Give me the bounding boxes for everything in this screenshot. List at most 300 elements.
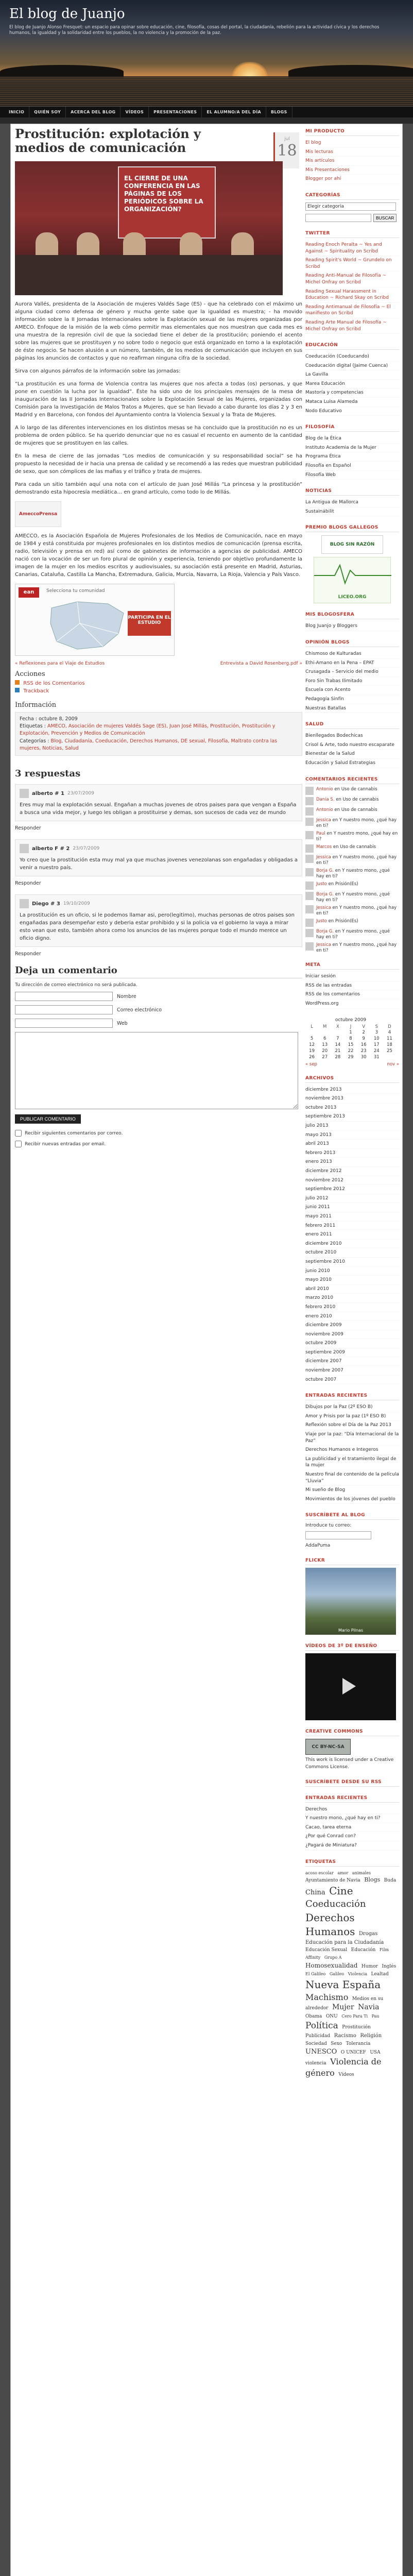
recent-comment-post[interactable]: en Y nuestro mono, ¿qué hay en ti? (316, 831, 398, 842)
widget-heading: TWITTER (305, 229, 399, 238)
comment-author-name: Diego # 3 (32, 901, 60, 907)
archive-link[interactable]: noviembre 2013 (305, 1094, 399, 1104)
recent-comment-item[interactable] (305, 919, 399, 927)
calendar-day (331, 1029, 344, 1036)
calendar-day[interactable]: 21 (335, 1048, 341, 1054)
tag-link[interactable]: Publicidad (305, 2033, 331, 2039)
tag-link[interactable]: Sociedad (305, 2041, 327, 2046)
sidebar-link[interactable]: Y nuestro mono, ¿qué hay en ti? (305, 1814, 399, 1823)
tag-link[interactable]: O UNICEF (340, 2049, 366, 2055)
sidebar-link[interactable]: ¿Por qué Conrad con? (305, 1832, 399, 1841)
nav-item-blogs[interactable]: BLOGS (266, 107, 292, 118)
latest-post-link[interactable]: La publicidad y el tratamiento ilegal de la mujer (305, 1455, 399, 1470)
recent-comment-item[interactable] (305, 929, 399, 940)
archive-link[interactable]: octubre 2009 (305, 1339, 399, 1348)
search-input[interactable] (305, 214, 371, 222)
archive-link[interactable]: diciembre 2007 (305, 1357, 399, 1366)
archive-link[interactable]: enero 2010 (305, 1312, 399, 1321)
tag-link[interactable]: Machismo (305, 1992, 349, 2002)
widget-list (305, 732, 399, 768)
recent-comment-text (316, 919, 358, 924)
sidebar-link[interactable]: Coeducación (Coeducando) (305, 352, 399, 362)
tag-link[interactable]: Medios en su alrededor (305, 1996, 384, 2011)
info-cats[interactable]: Blog, Ciudadanía, Coeducación, Derechos Humanos, DE sexual, Filosofía, Maltrato contra las mujeres, Noticias, Salud (20, 738, 278, 751)
tag-link[interactable]: Homosexualidad (305, 1962, 358, 1970)
sidebar-link[interactable]: Iniciar sesión (305, 972, 399, 981)
sidebar-link[interactable]: ¿Pagará de Miniatura? (305, 1841, 399, 1851)
calendar-day[interactable]: 16 (360, 1042, 367, 1047)
email-input[interactable] (15, 1005, 113, 1014)
sidebar-link[interactable]: WordPress.org (305, 999, 399, 1009)
sidebar-link[interactable]: Instituto Academia de la Mujer (305, 444, 399, 453)
archive-link[interactable]: enero 2013 (305, 1158, 399, 1167)
calendar-day[interactable]: 26 (309, 1054, 315, 1060)
widget-subscribe (305, 1511, 399, 1549)
post-paragraph: En la mesa de cierre de las jornadas “Los medios de comunicación y su responsabilidad social” se ha propuesto la necesidad de ir hacia una prensa de calidad y se recomendó a las redes que muestran publicidad de sexo, que son cómplices de las mafias y el tráfico y trata de mujeres. (15, 453, 302, 474)
calendar-prev-link[interactable]: « sep (305, 1061, 317, 1067)
archive-link[interactable]: septiembre 2009 (305, 1348, 399, 1358)
archive-link[interactable]: julio 2012 (305, 1194, 399, 1204)
main-nav (0, 106, 413, 117)
sidebar-link[interactable]: Coeducación digital (Jaime Cuenca) (305, 362, 399, 371)
calendar-day[interactable]: 7 (336, 1036, 339, 1041)
archive-link[interactable]: noviembre 2009 (305, 1330, 399, 1340)
recent-comment-text (316, 929, 399, 940)
calendar-day[interactable]: 19 (309, 1048, 315, 1054)
tag-link[interactable]: Film (379, 1947, 389, 1953)
sidebar-link[interactable]: Foro Sin Trabas Ilimitado (305, 677, 399, 686)
comment-author (20, 844, 298, 853)
sidebar-link[interactable]: Sustainábilit (305, 507, 399, 517)
sidebar-link[interactable]: La Antigua de Mallorca (305, 498, 399, 507)
calendar-day[interactable]: 20 (322, 1048, 328, 1054)
prize-badge[interactable]: BLOG SIN RAZÓN (321, 535, 383, 554)
recent-comment-author[interactable]: Jessica (316, 817, 331, 823)
play-icon[interactable] (342, 1678, 356, 1694)
tag-link[interactable]: Ayuntamiento de Navia (305, 1878, 360, 1884)
sidebar-link[interactable]: Crusagada – Servicio del medio (305, 668, 399, 677)
tag-link[interactable]: Mujer (332, 2003, 354, 2012)
latest-post-link[interactable]: Mi sueño de Blog (305, 1486, 399, 1495)
tweet[interactable]: Reading Arte Manual de Filosofía ~ Michel Onfray on Scribd (305, 318, 399, 334)
sidebar-link[interactable]: Nodo Educativo (305, 407, 399, 416)
video-player[interactable] (305, 1653, 396, 1720)
calendar-day[interactable]: 5 (310, 1036, 314, 1041)
recent-comment-author[interactable]: Justo (316, 919, 327, 924)
comment-text: Yo creo que la prostitución esta muy mal ya que muchas jovenes venezolanas son engañadas y obligadas a venir a nuestro país. (20, 857, 298, 871)
tweet[interactable]: Reading Anti-Manual de Filosofía ~ Michel Onfray on Scribd (305, 272, 399, 287)
action-rss-link[interactable]: RSS de los Comentarios (23, 680, 85, 686)
tag-link[interactable]: China (305, 1889, 325, 1897)
subscribe-comments-checkbox[interactable] (15, 1130, 22, 1137)
calendar-day[interactable]: 17 (373, 1042, 380, 1047)
recent-comment-author[interactable]: Jessica (316, 905, 331, 910)
archive-link[interactable]: noviembre 2012 (305, 1176, 399, 1185)
sidebar-link[interactable]: Mis Presentaciones (305, 166, 399, 175)
archive-link[interactable]: octubre 2013 (305, 1104, 399, 1113)
recent-comment-post[interactable]: en Y nuestro mono, ¿qué hay en ti? (316, 929, 390, 940)
recent-comment-post[interactable]: en Y nuestro mono, ¿qué hay en ti? (316, 854, 397, 866)
sidebar-link[interactable]: Mis lecturas (305, 148, 399, 157)
nav-item-videos[interactable]: VÍDEOS (121, 107, 149, 118)
sidebar-link[interactable]: Programa Ética (305, 452, 399, 462)
calendar-day[interactable]: 10 (373, 1036, 380, 1041)
tag-link[interactable]: Tolerancia (346, 2041, 371, 2046)
calendar-day[interactable]: 25 (387, 1048, 392, 1054)
archive-link[interactable]: febrero 2010 (305, 1303, 399, 1312)
tag-link[interactable]: Política (305, 2021, 338, 2031)
widget-heading: VÍDEOS DE 3º DE ENSEÑO (305, 1642, 399, 1651)
recent-comment-post[interactable]: en Y nuestro mono, ¿qué hay en ti? (316, 868, 390, 879)
archive-link[interactable]: mayo 2010 (305, 1276, 399, 1285)
recent-comment-author[interactable]: Borja G. (316, 868, 334, 873)
tag-link[interactable]: UNESCO (305, 2047, 337, 2056)
widget-blogosfera (305, 611, 399, 631)
archive-link[interactable]: marzo 2010 (305, 1294, 399, 1303)
calendar-day[interactable]: 8 (349, 1036, 352, 1041)
calendar-weekday: L (311, 1024, 313, 1029)
recent-comment-item[interactable] (305, 882, 399, 890)
archive-link[interactable]: noviembre 2007 (305, 1366, 399, 1376)
recent-comment-author[interactable]: Jessica (316, 854, 331, 860)
post-title[interactable]: Prostitución: explotación y medios de comunicación (15, 126, 201, 155)
latest-post-link[interactable]: Derechos Humanos e Integeros (305, 1446, 399, 1455)
widget-list (305, 434, 399, 480)
calendar-day[interactable]: 14 (335, 1042, 341, 1047)
rss-icon (15, 680, 20, 685)
recent-comment-author[interactable]: Jessica (316, 942, 331, 948)
reply-link[interactable]: Responder (15, 825, 41, 831)
sidebar-link[interactable]: Blog Juanjo y Bloggers (305, 622, 399, 631)
post-paragraph: Sirva con algunos párrafos de la información sobre las jornadas: (15, 368, 181, 374)
calendar-day[interactable]: 22 (348, 1048, 354, 1054)
recent-comment-post[interactable]: en Uso de cannabis (334, 786, 377, 792)
name-input[interactable] (15, 992, 113, 1001)
tag-link[interactable]: Affinity (305, 1955, 321, 1960)
recent-comment-post[interactable]: en Uso de cannabis (333, 844, 376, 850)
calendar-day[interactable]: 28 (335, 1054, 341, 1060)
recent-comment-author[interactable]: Antonio (316, 807, 333, 812)
sidebar-link[interactable]: Bienestar de la Salud (305, 750, 399, 759)
subscribe-text: Introduce tu correo: (305, 1523, 352, 1529)
feedburner-text[interactable]: AddaPuma (305, 1543, 331, 1549)
category-select[interactable]: Elegir categoría (305, 202, 396, 211)
tag-link[interactable]: Drogas (358, 1930, 378, 1937)
latest-post-link[interactable]: Reflexión sobre el Día de la Paz 2013 (305, 1421, 399, 1430)
calendar-day[interactable]: 23 (360, 1048, 367, 1054)
calendar-day[interactable]: 30 (360, 1054, 367, 1060)
sidebar-link[interactable]: Mastoría y competencias (305, 388, 399, 398)
sidebar-link[interactable]: Chismoso de Kulturadas (305, 650, 399, 659)
widget-heading: FILOSOFÍA (305, 423, 399, 432)
web-input[interactable] (15, 1019, 113, 1028)
archive-link[interactable]: febrero 2013 (305, 1149, 399, 1158)
tag-link[interactable]: Sexo (331, 2041, 342, 2046)
recent-comment-item[interactable] (305, 868, 399, 879)
calendar-next-link[interactable]: nov » (387, 1061, 399, 1067)
reply-link[interactable]: Responder (15, 951, 41, 957)
nav-item-alumno[interactable]: EL ALUMNO/A DEL DÍA (202, 107, 266, 118)
calendar-weekday: S (375, 1024, 378, 1029)
recent-comment-author[interactable]: Borja G. (316, 929, 334, 935)
archive-link[interactable]: junio 2010 (305, 1267, 399, 1276)
flickr-photo[interactable] (305, 1568, 396, 1635)
widget-recent-entries (305, 1794, 399, 1851)
tag-link[interactable]: Cero Para Ti (341, 2014, 368, 2019)
post-image (15, 161, 283, 295)
recent-comment-post[interactable]: en Uso de cannabis (336, 796, 379, 802)
tag-link[interactable]: Humor (361, 1964, 378, 1970)
recent-comment-item[interactable] (305, 844, 399, 853)
calendar-day[interactable]: 9 (362, 1036, 365, 1041)
widget-heading: NOTICIAS (305, 487, 399, 496)
subscribe-posts-row (15, 1141, 302, 1147)
ecg-badge[interactable] (314, 557, 391, 603)
calendar-day[interactable]: 24 (373, 1048, 380, 1054)
tag-link[interactable]: Vídeos (338, 2072, 354, 2077)
archive-link[interactable]: diciembre 2013 (305, 1086, 399, 1095)
recent-comment-author[interactable]: Dania S. (316, 796, 335, 802)
widget-archive (305, 1074, 399, 1385)
archive-link[interactable]: diciembre 2009 (305, 1321, 399, 1330)
tag-link[interactable]: Pau (371, 2014, 380, 2019)
tweet[interactable]: Reading Sexual Harassment in Education ~ Richard Skay on Scribd (305, 287, 399, 303)
tag-link[interactable]: El Galileo (305, 1971, 326, 1976)
recent-comment-post[interactable]: en Prisión(Es) (328, 881, 358, 887)
archive-link[interactable]: diciembre 2010 (305, 1240, 399, 1249)
tag-link[interactable]: Navia (358, 2003, 380, 2012)
site-header (0, 0, 413, 106)
recent-comment-post[interactable]: en Y nuestro mono, ¿qué hay en ti? (316, 942, 397, 954)
sidebar-link[interactable]: RSS de las entradas (305, 981, 399, 991)
recent-comment-item[interactable] (305, 818, 399, 829)
recent-comment-post[interactable]: en Y nuestro mono, ¿qué hay en ti? (316, 905, 397, 917)
tag-link[interactable]: acoso escolar (305, 1870, 334, 1875)
archive-link[interactable]: diciembre 2012 (305, 1167, 399, 1176)
archive-link[interactable]: abril 2010 (305, 1285, 399, 1294)
tag-link[interactable]: Cine (329, 1885, 353, 1897)
archive-link[interactable]: febrero 2011 (305, 1222, 399, 1231)
comment-author-name: alberto F # 2 (32, 845, 70, 852)
calendar-day[interactable]: 13 (322, 1042, 328, 1047)
recent-comment-text (316, 882, 358, 887)
avatar (305, 818, 314, 826)
search-button[interactable]: BUSCAR (373, 214, 397, 222)
sidebar-link[interactable]: Bienllegados Bodechicas (305, 732, 399, 741)
subscribe-posts-checkbox[interactable] (15, 1141, 22, 1147)
calendar-day[interactable]: 6 (323, 1036, 326, 1041)
latest-post-link[interactable]: Nuestro final de contenido de la película “Lluvia” (305, 1470, 399, 1486)
participate-button[interactable]: PARTICIPA EN EL ESTUDIO (128, 611, 171, 636)
archive-link[interactable]: septiembre 2012 (305, 1185, 399, 1194)
calendar-day[interactable]: 11 (387, 1036, 392, 1041)
recent-comment-author[interactable]: Paul (316, 831, 325, 836)
tag-link[interactable]: Coeducación (305, 1899, 366, 1910)
archive-link[interactable]: septiembre 2010 (305, 1258, 399, 1267)
post-info-box (15, 712, 302, 756)
widget-heading: CATEGORÍAS (305, 191, 399, 200)
tag-link[interactable]: violencia (305, 2061, 326, 2066)
action-rss[interactable] (15, 680, 302, 686)
archive-link[interactable]: mayo 2011 (305, 1212, 399, 1222)
calendar-day[interactable]: 29 (348, 1054, 354, 1060)
recent-comment-post[interactable]: en Y nuestro mono, ¿qué hay en ti? (316, 817, 397, 828)
tag-link[interactable]: Educación para la Ciudadanía (305, 1939, 384, 1945)
post-paragraph: Para cada un sitio también aquí una nota con el artículo de Juan José Millás “La princesa y la prostitución” demostrando esta hipocresía mediática… en grand artículo, como todo lo de Millás. (15, 481, 302, 495)
sidebar-link[interactable]: Mis artículos (305, 157, 399, 166)
sidebar-link[interactable]: Filosofía Web (305, 471, 399, 480)
tag-link[interactable]: Blogs (364, 1876, 381, 1884)
prev-post-link[interactable]: « Reflexiones para el Viaje de Estudios (15, 660, 105, 666)
sidebar-link[interactable]: Marea Educación (305, 380, 399, 389)
submit-comment-button[interactable]: PUBLICAR COMENTARIO (15, 1114, 81, 1124)
archive-link[interactable]: enero 2011 (305, 1230, 399, 1240)
tweet[interactable]: Reading Spirit's World ~ Grundelo on Scribd (305, 256, 399, 272)
info-tags[interactable]: AMECO, Asociación de mujeres Valdés Sage (ES), Juan José Millás, Prostitución, Prostitución y Explotación, Prevención y Medios de Comunicación (20, 723, 276, 737)
avatar (305, 868, 314, 876)
calendar-weekday: X (336, 1024, 339, 1029)
tag-link[interactable]: Obama (305, 2014, 322, 2020)
latest-posts-list (305, 1403, 399, 1504)
sidebar-link[interactable]: Crisol & Arte, todo nuestro escaparate (305, 741, 399, 750)
sidebar-link[interactable]: Ethi-Amano en la Pena – EPAT (305, 659, 399, 668)
sidebar-link[interactable]: Nuestras Batallas (305, 704, 399, 714)
tweet[interactable]: Reading Enoch Peralta ~ Yes and Against ~ Spirituality on Scribd (305, 241, 399, 256)
sidebar-link[interactable]: Cacao, tarea eterna (305, 1823, 399, 1833)
tag-link[interactable]: Educación (351, 1947, 376, 1953)
sidebar-link[interactable]: La Gavilla (305, 370, 399, 380)
sidebar-link[interactable]: Blog de la Ética (305, 434, 399, 444)
recent-comment-item[interactable] (305, 787, 399, 795)
latest-post-link[interactable]: Viaje por la paz: “Día Internacional de la Paz” (305, 1430, 399, 1446)
widget-categories (305, 191, 399, 222)
recent-comment-author[interactable]: Antonio (316, 786, 333, 792)
sidebar-link[interactable]: Pedagogía Sinfín (305, 695, 399, 704)
calendar-day[interactable]: 12 (309, 1042, 315, 1047)
next-post-link[interactable]: Entrevista a David Rosenberg.pdf » (220, 660, 302, 666)
recent-comment-item[interactable] (305, 942, 399, 954)
sidebar-link[interactable]: Filosofía en Español (305, 462, 399, 471)
calendar-day[interactable]: 2 (362, 1029, 365, 1035)
widget-cc (305, 1727, 399, 1770)
calendar-day[interactable]: 4 (388, 1029, 391, 1035)
tag-link[interactable]: Prostitución (342, 2025, 371, 2030)
calendar-day[interactable]: 31 (373, 1054, 380, 1060)
recent-comment-post[interactable]: en Uso de cannabis (334, 807, 377, 812)
sidebar-link[interactable]: Mataca Luisa Alameda (305, 398, 399, 407)
tag-link[interactable]: Religión (360, 2033, 382, 2039)
recent-comment-item[interactable] (305, 892, 399, 903)
recent-comment-item[interactable] (305, 855, 399, 866)
archive-link[interactable]: julio 2013 (305, 1122, 399, 1131)
sidebar (305, 127, 399, 2086)
avatar (305, 892, 314, 900)
widget-heading: OPINIÓN BLOGS (305, 638, 399, 647)
latest-post-link[interactable]: Amor y Prisis por la paz (1º ESO B) (305, 1412, 399, 1421)
archive-link[interactable]: junio 2011 (305, 1203, 399, 1212)
archive-link[interactable]: octubre 2010 (305, 1248, 399, 1258)
recent-comment-item[interactable] (305, 797, 399, 805)
tag-link[interactable]: Violencia de género (305, 2057, 382, 2078)
action-trackback-link[interactable]: Trackback (23, 688, 49, 694)
recent-comment-author[interactable]: Borja G. (316, 891, 334, 897)
nav-item-presentaciones[interactable]: PRESENTACIONES (149, 107, 202, 118)
tag-link[interactable]: animales (352, 1870, 371, 1875)
recent-comment-post[interactable]: en Y nuestro mono, ¿qué hay en ti? (316, 891, 390, 903)
tag-link[interactable]: Educación Sexual (305, 1947, 348, 1953)
calendar-day[interactable]: 1 (349, 1029, 352, 1035)
tag-link[interactable]: USA (370, 2049, 381, 2055)
sidebar-link[interactable]: Escuela con Acento (305, 686, 399, 695)
widget-education (305, 341, 399, 416)
tag-link[interactable]: Grupo A (324, 1955, 342, 1960)
reply-link[interactable]: Responder (15, 880, 41, 886)
comment (15, 784, 302, 821)
nav-item-inicio[interactable]: INICIO (4, 107, 29, 118)
avatar (305, 807, 314, 816)
archive-link[interactable]: septiembre 2013 (305, 1112, 399, 1122)
tweet[interactable]: Reading Antimanual de Filosofía ~ El manifiesto on Scribd (305, 303, 399, 318)
nav-item-acerca[interactable]: ACERCA DEL BLOG (66, 107, 121, 118)
sidebar-link[interactable]: Blogger por ahí (305, 175, 399, 184)
cc-license-badge[interactable]: CC BY-NC-SA (305, 1739, 351, 1755)
comment-textarea[interactable] (15, 1032, 298, 1109)
name-row (15, 992, 302, 1001)
nav-item-quien-soy[interactable]: QUIÉN SOY (29, 107, 66, 118)
latest-post-link[interactable]: Movimientos de los jóvenes del pueblo (305, 1495, 399, 1504)
post-paragraph: AMECCO, es la Asociación Española de Mujeres Profesionales de los Medios de Comunicación, nace en mayo de 1984 y está constituida por mujeres profesionales en los distintos medios de comunicación (prensa escrita, radio, televisión y prensa en red) así como de gabinetes de información a agencias de publicidad. AMECO nació con la vocación de ser un foro plural de opinión y experiencia, teniendo por objetivo profundamente la imagen de la mujer en los medios escritos y audiovisuales, su asociación está presente en Madrid, Asturias, Canarias, Cataluña, Castilla La Mancha, Extremadura, Galicia, Murcia, Navarra, La Rioja, Valencia y País Vasco. (15, 533, 302, 578)
tag-link[interactable]: Violencia (348, 1971, 367, 1976)
calendar-day[interactable]: 27 (322, 1054, 328, 1060)
archive-link[interactable]: mayo 2013 (305, 1131, 399, 1140)
subscribe-email-input[interactable] (305, 1531, 371, 1539)
tag-link[interactable]: Buda (384, 1878, 397, 1884)
recent-comment-item[interactable] (305, 831, 399, 842)
action-trackback[interactable] (15, 688, 302, 694)
recent-comment-author[interactable]: Justo (316, 881, 327, 887)
tag-link[interactable]: Inglés (382, 1964, 397, 1970)
calendar-day[interactable]: 15 (348, 1042, 354, 1047)
spain-map-icon (46, 598, 129, 652)
sidebar-link[interactable]: Derechos (305, 1805, 399, 1815)
panel-table (15, 255, 283, 295)
calendar-day[interactable]: 3 (375, 1029, 378, 1035)
archive-link[interactable]: octubre 2007 (305, 1376, 399, 1385)
tag-link[interactable]: Derechos Humanos (305, 1911, 355, 1938)
recent-comment-author[interactable]: Marcos (316, 844, 332, 850)
tag-link[interactable]: amor (337, 1870, 349, 1875)
tag-link[interactable]: ONU (325, 2014, 338, 2020)
calendar-weekday: D (388, 1024, 391, 1029)
recent-comment-item[interactable] (305, 905, 399, 917)
archive-link[interactable]: abril 2013 (305, 1140, 399, 1149)
tag-link[interactable]: Galileo (329, 1971, 345, 1976)
sidebar-link[interactable]: RSS de los comentarios (305, 990, 399, 999)
latest-post-link[interactable]: Dibujos por la Paz (2º ESO B) (305, 1403, 399, 1412)
study-banner[interactable] (15, 584, 175, 656)
tag-link[interactable]: Lealtad (371, 1971, 389, 1977)
recent-comment-post[interactable]: en Prisión(Es) (328, 919, 358, 924)
site-title[interactable]: El blog de Juanjo (9, 6, 125, 22)
sidebar-link[interactable]: El blog (305, 139, 399, 148)
sidebar-link[interactable]: Educación y Salud Estrategias (305, 759, 399, 768)
recent-comment-item[interactable] (305, 807, 399, 816)
calendar-day[interactable]: 18 (387, 1042, 392, 1047)
widget-products (305, 127, 399, 184)
tag-link[interactable]: Racismo (334, 2033, 356, 2039)
tag-link[interactable]: Nueva España (305, 1978, 381, 1991)
banner-header: Selecciona tu comunidad (46, 588, 105, 594)
